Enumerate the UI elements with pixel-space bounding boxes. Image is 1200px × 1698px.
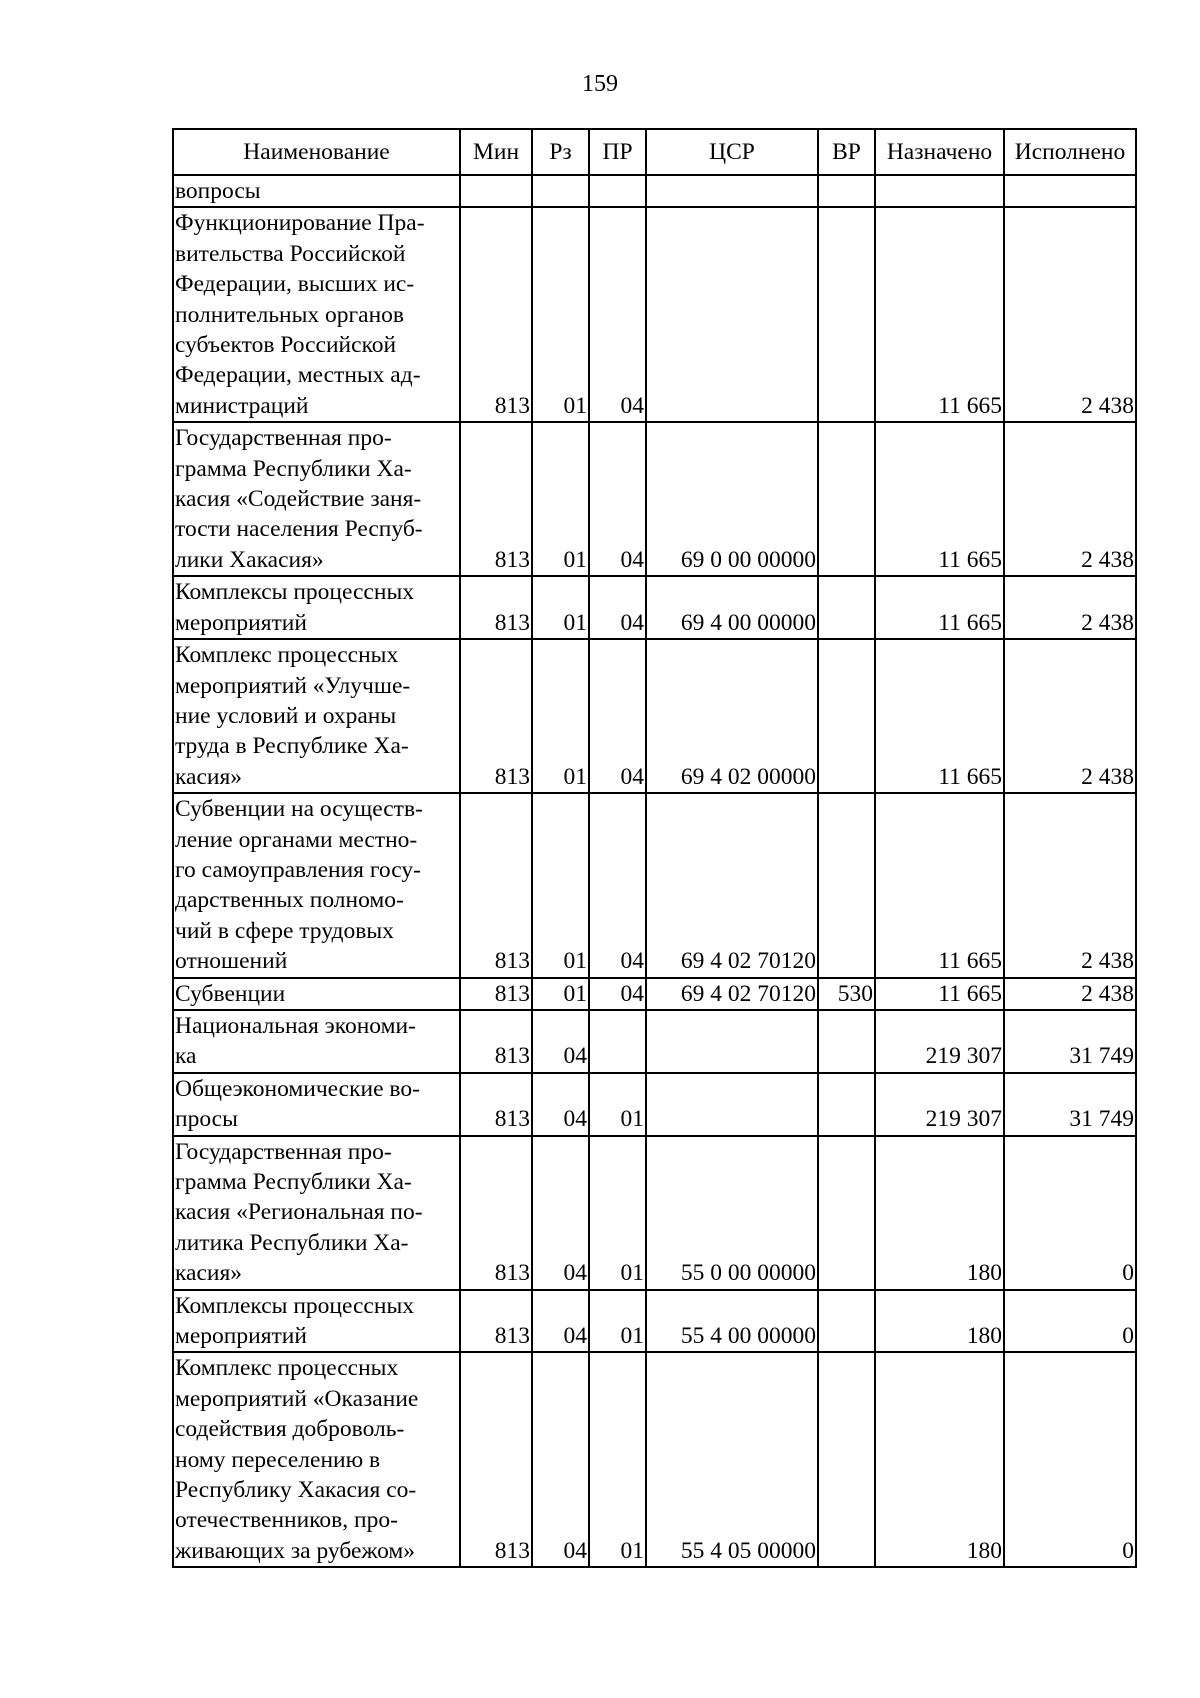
header-row [173,129,1136,175]
cell-vr [818,422,875,576]
cell-vr [818,1136,875,1290]
table-row [173,1010,1136,1073]
cell-ispolneno: 2 438 [1004,978,1136,1010]
table-row [173,639,1136,793]
cell-naznacheno: 180 [875,1352,1004,1567]
table-row [173,1073,1136,1136]
cell-ispolneno: 2 438 [1004,793,1136,977]
cell-min: 813 [460,1290,532,1353]
cell-pr: 04 [589,978,646,1010]
cell-vr [818,1073,875,1136]
table-row [173,175,1136,207]
cell-vr [818,639,875,793]
cell-csr: 69 0 00 00000 [646,422,818,576]
cell-rz: 01 [532,639,589,793]
cell-pr: 01 [589,1290,646,1353]
cell-rz: 04 [532,1010,589,1073]
cell-csr: 69 4 02 00000 [646,639,818,793]
cell-rz: 04 [532,1290,589,1353]
header-ispolneno: Исполнено [1004,129,1136,175]
header-min: Мин [460,129,532,175]
cell-pr: 04 [589,422,646,576]
cell-name: Национальная экономи- ка [173,1010,460,1073]
cell-min [460,175,532,207]
cell-min: 813 [460,207,532,422]
cell-vr [818,576,875,639]
cell-naznacheno: 180 [875,1290,1004,1353]
cell-name: Общеэкономические во- просы [173,1073,460,1136]
cell-name: Субвенции [173,978,460,1010]
cell-csr: 69 4 00 00000 [646,576,818,639]
cell-naznacheno: 180 [875,1136,1004,1290]
cell-rz: 01 [532,207,589,422]
cell-min: 813 [460,422,532,576]
table-body [173,175,1136,1567]
cell-csr: 55 4 00 00000 [646,1290,818,1353]
cell-ispolneno: 0 [1004,1352,1136,1567]
cell-vr [818,175,875,207]
header-pr: ПР [589,129,646,175]
cell-rz: 01 [532,422,589,576]
cell-rz: 01 [532,576,589,639]
table-row [173,576,1136,639]
cell-vr [818,793,875,977]
cell-ispolneno: 31 749 [1004,1073,1136,1136]
cell-csr [646,1010,818,1073]
table-row [173,793,1136,977]
cell-pr: 04 [589,207,646,422]
cell-name: Комплекс процессных мероприятий «Улучше- ние условий и охраны труда в Республике Ха- касия» [173,639,460,793]
cell-rz: 04 [532,1352,589,1567]
cell-ispolneno: 31 749 [1004,1010,1136,1073]
cell-pr [589,175,646,207]
cell-name: Субвенции на осуществ- ление органами местно- го самоуправления госу- дарственных полномо- чий в сфере трудовых отношений [173,793,460,977]
table-header [173,129,1136,175]
cell-naznacheno: 219 307 [875,1010,1004,1073]
cell-name: Функционирование Пра- вительства Российской Федерации, высших ис- полнительных органов субъектов Российской Федерации, местных ад- министраций [173,207,460,422]
cell-naznacheno: 11 665 [875,207,1004,422]
table-row [173,1352,1136,1567]
cell-naznacheno: 11 665 [875,422,1004,576]
cell-ispolneno: 0 [1004,1136,1136,1290]
cell-naznacheno: 11 665 [875,793,1004,977]
header-rz: Рз [532,129,589,175]
cell-csr: 55 0 00 00000 [646,1136,818,1290]
cell-name: Комплекс процессных мероприятий «Оказание содействия доброволь- ному переселению в Республику Хакасия со- отечественников, про- живающих за рубежом» [173,1352,460,1567]
header-name: Наименование [173,129,460,175]
cell-name: Комплексы процессных мероприятий [173,1290,460,1353]
budget-table [172,128,1137,1568]
cell-ispolneno: 2 438 [1004,576,1136,639]
cell-ispolneno [1004,175,1136,207]
cell-min: 813 [460,1073,532,1136]
table-row [173,207,1136,422]
cell-name: Комплексы процессных мероприятий [173,576,460,639]
cell-pr: 04 [589,793,646,977]
cell-csr: 55 4 05 00000 [646,1352,818,1567]
cell-csr [646,175,818,207]
cell-ispolneno: 2 438 [1004,207,1136,422]
cell-min: 813 [460,978,532,1010]
cell-naznacheno: 11 665 [875,978,1004,1010]
table-row [173,422,1136,576]
cell-min: 813 [460,1010,532,1073]
cell-vr: 530 [818,978,875,1010]
cell-pr: 04 [589,639,646,793]
cell-vr [818,1290,875,1353]
cell-rz: 01 [532,793,589,977]
cell-min: 813 [460,576,532,639]
cell-pr: 04 [589,576,646,639]
table-row [173,978,1136,1010]
cell-naznacheno: 11 665 [875,639,1004,793]
table-row [173,1136,1136,1290]
cell-name: Государственная про- грамма Республики Ха- касия «Содействие заня- тости населения Респуб- лики Хакасия» [173,422,460,576]
cell-vr [818,1010,875,1073]
cell-ispolneno: 2 438 [1004,639,1136,793]
cell-min: 813 [460,793,532,977]
header-csr: ЦСР [646,129,818,175]
cell-naznacheno [875,175,1004,207]
cell-rz: 04 [532,1136,589,1290]
cell-naznacheno: 11 665 [875,576,1004,639]
cell-ispolneno: 0 [1004,1290,1136,1353]
cell-min: 813 [460,639,532,793]
cell-vr [818,207,875,422]
cell-min: 813 [460,1136,532,1290]
cell-naznacheno: 219 307 [875,1073,1004,1136]
page-number: 159 [582,71,618,97]
header-naznacheno: Назначено [875,129,1004,175]
cell-min: 813 [460,1352,532,1567]
cell-pr: 01 [589,1352,646,1567]
cell-csr [646,207,818,422]
cell-pr [589,1010,646,1073]
cell-pr: 01 [589,1136,646,1290]
cell-ispolneno: 2 438 [1004,422,1136,576]
cell-csr: 69 4 02 70120 [646,793,818,977]
cell-pr: 01 [589,1073,646,1136]
table-row [173,1290,1136,1353]
cell-rz [532,175,589,207]
header-vr: ВР [818,129,875,175]
cell-vr [818,1352,875,1567]
cell-csr: 69 4 02 70120 [646,978,818,1010]
cell-rz: 01 [532,978,589,1010]
cell-name: вопросы [173,175,460,207]
cell-rz: 04 [532,1073,589,1136]
cell-name: Государственная про- грамма Республики Ха- касия «Региональная по- литика Республики Ха- касия» [173,1136,460,1290]
cell-csr [646,1073,818,1136]
